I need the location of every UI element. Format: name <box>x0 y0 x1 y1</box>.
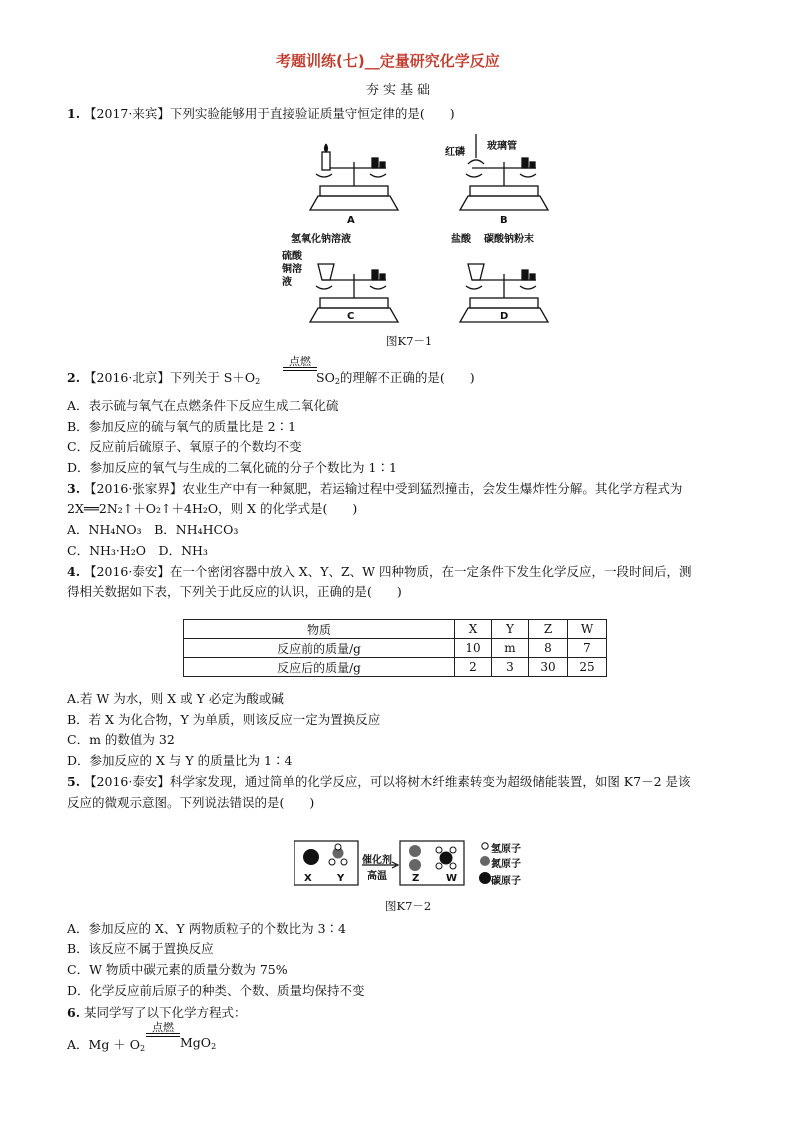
question-2-number: 2. <box>67 370 81 385</box>
q6-option-a-product: MgO <box>180 1035 212 1050</box>
table-header-row <box>184 620 607 639</box>
section-heading: 夯实基础 <box>366 83 435 98</box>
table-cell: 2 <box>455 658 492 677</box>
question-3-text: 【2016·张家界】农业生产中有一种氮肥，若运输过程中受到猛烈撞击，会发生爆炸性分解。其化学方程式为 <box>84 481 683 496</box>
table-header-cell: Y <box>492 620 529 639</box>
reaction-condition-arrow <box>146 1022 180 1037</box>
balance-a <box>310 144 398 210</box>
question-2-text-pre: 【2016·北京】下列关于 S＋O <box>84 370 256 385</box>
question-4-line2: 得相关数据如下表，下列关于此反应的认识，正确的是( ) <box>67 584 402 599</box>
q4-option-a: A.若 W 为水，则 X 或 Y 必定为酸或碱 <box>67 691 284 706</box>
legend-carbon: 碳原子 <box>491 876 521 887</box>
fig2-catalyst: 催化剂 <box>362 855 392 866</box>
table-header-cell: 物质 <box>184 620 455 639</box>
label-red-phosphorus: 红磷 <box>445 147 465 158</box>
data-table <box>183 619 607 677</box>
figure-k7-1 <box>300 128 560 330</box>
legend-nitrogen: 氮原子 <box>491 859 521 870</box>
figure-caption-k7-1: 图K7－1 <box>386 334 433 348</box>
reaction-condition-arrow <box>283 356 317 371</box>
condition-text: 点燃 <box>289 355 311 368</box>
question-6-text: 某同学写了以下化学方程式： <box>84 1005 247 1020</box>
q3-options-row1: A．NH₄NO₃ B．NH₄HCO₃ <box>67 522 239 537</box>
question-2-rest <box>316 368 475 386</box>
q5-option-c: C．W 物质中碳元素的质量分数为 75% <box>67 962 288 977</box>
q6-option-a-post <box>180 1035 216 1051</box>
atom-carbon <box>303 849 319 865</box>
q4-option-b: B．若 X 为化合物，Y 为单质，则该反应一定为置换反应 <box>67 712 381 727</box>
subscript: 2 <box>211 1042 217 1051</box>
question-3-line2: 2X══2N₂↑＋O₂↑＋4H₂O，则 X 的化学式是( ) <box>67 501 358 516</box>
table-header-cell: W <box>568 620 607 639</box>
question-1 <box>67 104 455 122</box>
fig2-condition: 高温 <box>367 871 387 882</box>
label-na2co3-powder: 碳酸钠粉末 <box>484 234 534 245</box>
question-5 <box>67 772 691 790</box>
fig-letter-d: D <box>500 311 509 322</box>
q5-option-a: A．参加反应的 X、Y 两物质粒子的个数比为 3∶4 <box>67 921 347 936</box>
q3-options-row2: C．NH₃·H₂O D．NH₃ <box>67 543 208 558</box>
subscript: 2 <box>334 377 340 386</box>
legend-hydrogen: 氢原子 <box>491 844 521 855</box>
question-2-text-post: 的理解不正确的是( ) <box>339 370 475 385</box>
fig2-label-x: X <box>304 873 312 884</box>
label-cuso4-solution: 硫酸铜溶液 <box>282 251 302 288</box>
subscript: 2 <box>140 1044 146 1053</box>
fig-letter-b: B <box>500 215 508 226</box>
q2-option-d: D．参加反应的氧气与生成的二氧化硫的分子个数比为 1∶1 <box>67 460 397 475</box>
q4-option-d: D．参加反应的 X 与 Y 的质量比为 1∶4 <box>67 753 293 768</box>
q5-option-d: D．化学反应前后原子的种类、个数、质量均保持不变 <box>67 983 365 998</box>
table-header-cell: X <box>455 620 492 639</box>
question-5-number: 5. <box>67 774 81 789</box>
table-cell: 7 <box>568 639 607 658</box>
q5-option-b: B．该反应不属于置换反应 <box>67 941 214 956</box>
question-4 <box>67 562 691 580</box>
table-cell: 反应后的质量/g <box>184 658 455 677</box>
table-cell: m <box>492 639 529 658</box>
table-cell: 25 <box>568 658 607 677</box>
table-header-cell: Z <box>529 620 568 639</box>
table-cell: 30 <box>529 658 568 677</box>
q4-option-c: C．m 的数值为 32 <box>67 732 175 747</box>
question-4-number: 4. <box>67 564 81 579</box>
q2-option-a: A．表示硫与氧气在点燃条件下反应生成二氧化硫 <box>67 398 339 413</box>
fig-letter-c: C <box>347 311 355 322</box>
question-6-number: 6. <box>67 1005 81 1020</box>
fig2-label-y: Y <box>337 873 345 884</box>
question-2-text-so: SO <box>316 370 335 385</box>
page-title: 考题训练(七)__定量研究化学反应 <box>276 52 500 70</box>
question-2 <box>67 368 260 386</box>
table-cell: 3 <box>492 658 529 677</box>
q6-option-a-pre <box>67 1035 145 1053</box>
question-1-text: 【2017·来宾】下列实验能够用于直接验证质量守恒定律的是( ) <box>84 106 455 121</box>
label-naoh-solution: 氢氧化钠溶液 <box>291 234 351 245</box>
label-glass-tube: 玻璃管 <box>487 141 517 152</box>
table-cell: 10 <box>455 639 492 658</box>
table-row <box>184 658 607 677</box>
question-5-line2: 反应的微观示意图。下列说法错误的是( ) <box>67 795 315 810</box>
table-cell: 反应前的质量/g <box>184 639 455 658</box>
question-6 <box>67 1003 247 1021</box>
fig2-label-z: Z <box>412 873 420 884</box>
fig2-label-w: W <box>446 873 458 884</box>
question-3-number: 3. <box>67 481 81 496</box>
fig-letter-a: A <box>347 215 355 226</box>
table-cell: 8 <box>529 639 568 658</box>
q2-option-b: B．参加反应的硫与氧气的质量比是 2∶1 <box>67 419 297 434</box>
question-1-number: 1. <box>67 106 81 121</box>
question-5-text: 【2016·泰安】科学家发现，通过简单的化学反应，可以将树木纤维素转变为超级储能装置，如图 K7－2 是该 <box>84 774 691 789</box>
question-3 <box>67 479 682 497</box>
q2-option-c: C．反应前后硫原子、氧原子的个数均不变 <box>67 439 302 454</box>
q6-option-a-text: A．Mg ＋ O <box>67 1037 141 1052</box>
question-4-text: 【2016·泰安】在一个密闭容器中放入 X、Y、Z、W 四种物质，在一定条件下发生化学反应，一段时间后，测 <box>84 564 692 579</box>
table-row <box>184 639 607 658</box>
condition-text: 点燃 <box>152 1021 174 1034</box>
label-hcl: 盐酸 <box>451 234 471 245</box>
figure-caption-k7-2: 图K7－2 <box>385 899 432 913</box>
subscript: 2 <box>255 377 261 386</box>
